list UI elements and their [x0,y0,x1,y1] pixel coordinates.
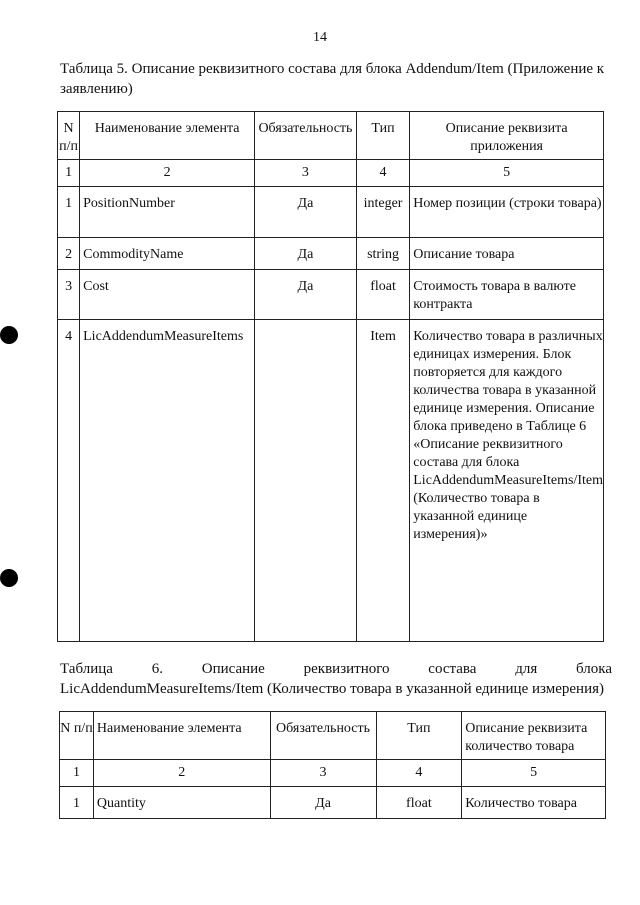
header-cell-description: Описание реквизита приложения [410,112,604,160]
index-cell: 3 [270,760,376,787]
cell-required: Да [270,787,376,819]
table-row [58,320,604,642]
table-index-row [58,160,604,187]
header-cell-description: Описание реквизита количество товара [462,712,606,760]
cell-number: 3 [58,270,80,320]
cell-name: LicAddendumMeasureItems [80,320,255,642]
table-header-row [58,112,604,160]
table-row [58,238,604,270]
cell-required: Да [255,187,357,238]
index-cell: 1 [60,760,94,787]
cell-type: Item [356,320,409,642]
header-cell-type: Тип [356,112,409,160]
index-cell: 4 [356,160,409,187]
header-cell-required: Обязательность [270,712,376,760]
cell-required [255,320,357,642]
cell-type: integer [356,187,409,238]
index-cell: 2 [80,160,255,187]
table-header-row [60,712,606,760]
page-number: 14 [313,30,327,45]
cell-type: float [356,270,409,320]
index-cell: 5 [410,160,604,187]
header-cell-name: Наименование элемента [93,712,270,760]
index-cell: 2 [93,760,270,787]
table-row [58,270,604,320]
header-cell-type: Тип [376,712,462,760]
header-cell-number: N п/п [60,712,94,760]
index-cell: 3 [255,160,357,187]
cell-name: CommodityName [80,238,255,270]
cell-description: Стоимость товара в валюте контракта [410,270,604,320]
cell-number: 4 [58,320,80,642]
header-cell-required: Обязательность [255,112,357,160]
table6 [59,711,606,819]
index-cell: 5 [462,760,606,787]
table-row [60,787,606,819]
cell-name: PositionNumber [80,187,255,238]
cell-description: Номер позиции (строки товара) [410,187,604,238]
table5 [57,111,604,642]
table6-caption-line2: LicAddendumMeasureItems/Item (Количество товара в указанной единице измерения) [60,681,604,697]
header-cell-number: N п/п [58,112,80,160]
index-cell: 4 [376,760,462,787]
table5-caption: Таблица 5. Описание реквизитного состава для блока Addendum/Item (Приложение к заявлению) [60,61,605,97]
table-index-row [60,760,606,787]
index-cell: 1 [58,160,80,187]
cell-required: Да [255,238,357,270]
cell-type: string [356,238,409,270]
table6-caption-line1: Таблица 6. Описание реквизитного состава для блока [60,661,612,677]
cell-number: 1 [60,787,94,819]
cell-description: Количество товара [462,787,606,819]
header-cell-name: Наименование элемента [80,112,255,160]
cell-required: Да [255,270,357,320]
table6-caption [60,659,612,699]
cell-name: Quantity [93,787,270,819]
punch-hole-mark [0,326,18,344]
punch-hole-mark [0,569,18,587]
cell-name: Cost [80,270,255,320]
cell-type: float [376,787,462,819]
cell-number: 1 [58,187,80,238]
cell-number: 2 [58,238,80,270]
cell-description: Количество товара в различных единицах измерения. Блок повторяется для каждого количества товара в указанной единице измерения. Описание блока приведено в Таблице 6 «Описание реквизитного состава для блока LicAddendumMeasurеItems/Item (Количество товара в указанной единице измерения)» [410,320,604,642]
cell-description: Описание товара [410,238,604,270]
table-row [58,187,604,238]
